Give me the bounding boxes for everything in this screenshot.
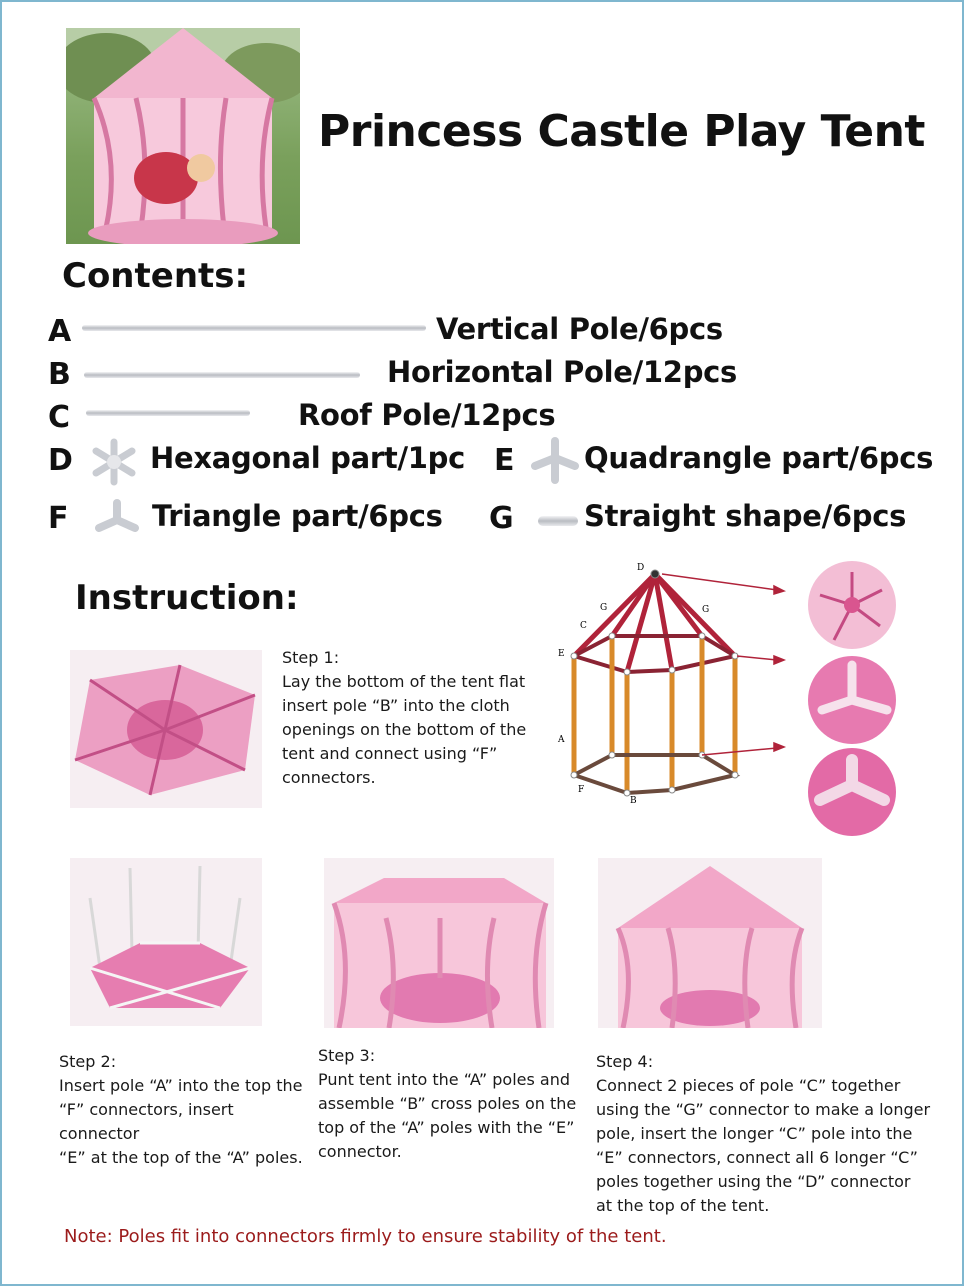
part-letter-e: E bbox=[494, 443, 515, 478]
part-letter-d: D bbox=[48, 443, 73, 478]
diagram-label-g2: G bbox=[702, 605, 710, 615]
step4-line: poles together using the “D” connector bbox=[596, 1172, 911, 1191]
step4-line: using the “G” connector to make a longer bbox=[596, 1100, 931, 1119]
stability-note: Note: Poles fit into connectors firmly to ensure stability of the tent. bbox=[64, 1226, 667, 1247]
hexagonal-part-icon bbox=[88, 438, 140, 486]
step4-line: Connect 2 pieces of pole “C” together bbox=[596, 1076, 901, 1095]
part-label-b: Horizontal Pole/12pcs bbox=[387, 355, 737, 389]
step1-text bbox=[282, 646, 532, 790]
step1-line: tent and connect using “F” bbox=[282, 744, 498, 763]
roof-pole-image bbox=[86, 410, 250, 416]
step1-line: Lay the bottom of the tent flat bbox=[282, 672, 526, 691]
part-label-g: Straight shape/6pcs bbox=[584, 499, 907, 533]
instruction-heading: Instruction: bbox=[75, 578, 299, 618]
connector-detail-circles bbox=[808, 561, 896, 836]
step2-text bbox=[59, 1050, 315, 1170]
part-label-d: Hexagonal part/1pc bbox=[150, 441, 465, 475]
step3-text bbox=[318, 1044, 580, 1164]
triangle-part-icon bbox=[94, 498, 140, 536]
diagram-label-a: A bbox=[558, 735, 565, 745]
diagram-label-c: C bbox=[580, 621, 587, 631]
step2-line: “F” connectors, insert connector bbox=[59, 1100, 234, 1143]
step3-line: Punt tent into the “A” poles and bbox=[318, 1070, 571, 1089]
step2-photo bbox=[70, 858, 262, 1026]
contents-heading: Contents: bbox=[62, 256, 249, 296]
straight-shape-icon bbox=[538, 516, 578, 526]
step4-photo bbox=[598, 858, 822, 1028]
diagram-label-g1: G bbox=[600, 603, 608, 613]
part-label-a: Vertical Pole/6pcs bbox=[436, 312, 723, 346]
step4-title: Step 4: bbox=[596, 1052, 654, 1071]
part-letter-f: F bbox=[48, 501, 69, 536]
step3-line: top of the “A” poles with the “E” bbox=[318, 1118, 575, 1137]
step1-line: openings on the bottom of the bbox=[282, 720, 527, 739]
step3-title: Step 3: bbox=[318, 1046, 376, 1065]
part-letter-g: G bbox=[489, 501, 514, 536]
step2-line: Insert pole “A” into the top the bbox=[59, 1076, 303, 1095]
step3-line: connector. bbox=[318, 1142, 402, 1161]
page-title: Princess Castle Play Tent bbox=[318, 106, 925, 157]
step4-line: pole, insert the longer “C” pole into the bbox=[596, 1124, 913, 1143]
hero-tent-photo bbox=[66, 28, 300, 244]
step4-text bbox=[596, 1050, 936, 1218]
part-letter-b: B bbox=[48, 357, 71, 392]
diagram-label-b: B bbox=[630, 796, 637, 806]
step3-photo bbox=[324, 858, 554, 1028]
diagram-label-e: E bbox=[558, 649, 565, 659]
part-label-c: Roof Pole/12pcs bbox=[298, 398, 556, 432]
vertical-pole-image bbox=[82, 325, 426, 331]
step4-line: “E” connectors, connect all 6 longer “C” bbox=[596, 1148, 918, 1167]
step1-title: Step 1: bbox=[282, 648, 340, 667]
step2-title: Step 2: bbox=[59, 1052, 117, 1071]
part-letter-c: C bbox=[48, 400, 71, 435]
step1-line: connectors. bbox=[282, 768, 376, 787]
frame-diagram bbox=[552, 560, 952, 840]
part-label-f: Triangle part/6pcs bbox=[152, 499, 443, 533]
horizontal-pole-image bbox=[84, 372, 360, 378]
quadrangle-part-icon bbox=[530, 436, 580, 486]
part-letter-a: A bbox=[48, 314, 72, 349]
part-label-e: Quadrangle part/6pcs bbox=[584, 441, 934, 475]
step1-photo bbox=[70, 650, 262, 808]
step3-line: assemble “B” cross poles on the bbox=[318, 1094, 577, 1113]
diagram-label-f: F bbox=[578, 785, 585, 795]
step1-line: insert pole “B” into the cloth bbox=[282, 696, 510, 715]
step2-line: “E” at the top of the “A” poles. bbox=[59, 1148, 303, 1167]
diagram-label-d: D bbox=[637, 563, 645, 573]
step4-line: at the top of the tent. bbox=[596, 1196, 770, 1215]
